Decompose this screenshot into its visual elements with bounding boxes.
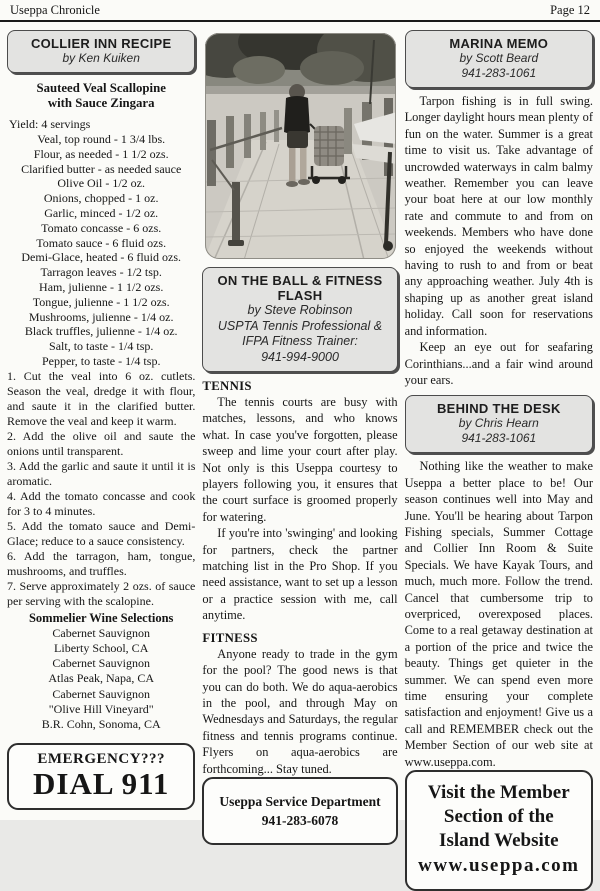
website-url: www.useppa.com: [418, 855, 580, 877]
ingredient-line: Tarragon leaves - 1/2 tsp.: [40, 265, 162, 280]
ingredient-line: Pepper, to taste - 1/4 tsp.: [41, 353, 161, 368]
recipe-step: 6. Add the tarragon, ham, tongue, mushrooms, and truffles.: [7, 548, 196, 578]
recipe-step: 5. Add the tomato sauce and Demi-Glace; reduce to a sauce consistency.: [7, 518, 196, 548]
wine-line: Atlas Peak, Napa, CA: [48, 671, 155, 686]
flash-box-role-line2: IFPA Fitness Trainer:: [242, 334, 358, 348]
ingredient-line: Black truffles, julienne - 1/4 oz.: [24, 324, 178, 339]
desk-box-phone: 941-283-1061: [461, 431, 537, 446]
three-column-layout: [0, 22, 600, 877]
dock-photo: [204, 32, 397, 260]
behind-the-desk-header-box: [405, 395, 593, 453]
recipe-title: [7, 81, 195, 111]
wine-line: Cabernet Sauvignon: [52, 656, 151, 671]
wine-line: "Olive Hill Vineyard": [48, 701, 154, 716]
website-box-line1: Visit the Member: [427, 782, 570, 804]
recipe-box-byline: by Ken Kuiken: [62, 51, 140, 65]
member-website-box: [405, 770, 593, 891]
desk-box-byline: by Chris Hearn: [458, 416, 539, 431]
recipe-step: 2. Add the olive oil and saute the onions until transparent.: [7, 428, 196, 458]
tennis-paragraph: If you're into 'swinging' and looking for partners, check the partner matching list in the Pro Shop. If you need assistance, want to set up a lesson or a practice session with me, call anytime.: [202, 526, 398, 623]
wine-line: Cabernet Sauvignon: [52, 625, 151, 640]
desk-box-title: BEHIND THE DESK: [436, 401, 561, 417]
website-box-line2: Section of the: [443, 806, 554, 828]
fitness-flash-header-box: [202, 267, 397, 372]
recipe-steps: [7, 369, 195, 609]
ingredient-line: Veal, top round - 1 3/4 lbs.: [37, 132, 166, 146]
recipe-step: 7. Serve approximately 2 ozs. of sauce per serving with the scalopine.: [7, 578, 196, 608]
flash-box-title-line2: FLASH: [277, 288, 323, 303]
fitness-heading: FITNESS: [202, 630, 258, 645]
ingredient-line: Tongue, julienne - 1 1/2 ozs.: [32, 294, 170, 309]
wine-line: Liberty School, CA: [54, 640, 149, 655]
recipe-step: 3. Add the garlic and saute it until it is aromatic.: [7, 458, 196, 488]
website-box-line3: Island Website: [439, 830, 559, 852]
flash-box-role-line1: USPTA Tennis Professional &: [217, 318, 383, 333]
marina-box-phone: 941-283-1061: [461, 66, 537, 80]
recipe-title-line2: with Sauce Zingara: [47, 96, 155, 110]
marina-paragraph: Keep an eye out for seafaring Corinthians...and a fair wind around your ears.: [404, 340, 593, 387]
wine-list: [7, 626, 195, 732]
emergency-label: EMERGENCY???: [37, 751, 166, 767]
recipe-step: 4. Add the tomato concasse and cook for 3 to 4 minutes.: [7, 488, 196, 518]
flash-box-title-line1: ON THE BALL & FITNESS: [217, 273, 383, 288]
recipe-title-line1: Sauteed Veal Scallopine: [36, 81, 166, 95]
wine-line: Cabernet Sauvignon: [52, 686, 151, 701]
masthead: [0, 0, 600, 22]
ingredient-line: Tomato concasse - 6 ozs.: [41, 220, 162, 235]
ingredient-line: Flour, as needed - 1 1/2 ozs.: [33, 146, 169, 161]
ingredient-list: [7, 132, 195, 369]
left-column: [7, 30, 195, 810]
wine-line: B.R. Cohn, Sonoma, CA: [41, 716, 161, 731]
ingredient-line: Onions, chopped - 1 oz.: [43, 191, 159, 206]
ingredient-line: Tomato sauce - 6 fluid ozs.: [36, 235, 167, 250]
recipe-step: 1. Cut the veal into 6 oz. cutlets. Season the veal, dredge it with flour, and saute it in the clarified butter. Remove the veal and keep it warm.: [7, 368, 196, 428]
ingredient-line: Clarified butter - as needed sauce: [21, 161, 182, 176]
flash-box-phone: 941-994-9000: [261, 349, 339, 364]
middle-column: [202, 30, 398, 828]
ingredient-line: Olive Oil - 1/2 oz.: [57, 176, 146, 191]
recipe-box-title: COLLIER INN RECIPE: [30, 36, 172, 51]
ingredient-line: Garlic, minced - 1/2 oz.: [44, 205, 159, 220]
tennis-heading: TENNIS: [202, 379, 252, 393]
fitness-paragraph: Anyone ready to trade in the gym for the pool? The good news is that you can do both. We do aqua-aerobics in the pool, and through May on Wednesdays and Saturdays, the regular fitness and tennis programs continue. Flyers on aqua-aerobics are forthcoming... Stay tuned.: [202, 646, 398, 776]
marina-box-title: MARINA MEMO: [449, 36, 549, 51]
page-number: Page 12: [550, 3, 590, 17]
desk-paragraph: Nothing like the weather to make Useppa a better place to be! Our season continues well into May and June. You'll be hearing about Tarpon Fishing specials, Summer Cottage and Collier Inn Room & Suite Specials. We have Kayak Tours, and much, much more. Follow the trend. Cancel that cumbersome trip to overpriced, overexposed places. Come to a real getaway destination at a portion of the price and twice the beauty. Things get quieter in the summer. We can spend even more time ensuring your complete satisfaction and enjoyment! Give us a call and REMEMBER check out the Member Section of our web site at www.useppa.com.: [404, 459, 593, 769]
recipe-yield: Yield: 4 servings: [9, 117, 91, 131]
wine-selections-heading: Sommelier Wine Selections: [28, 610, 174, 625]
service-department-box: [202, 777, 397, 845]
ingredient-line: Demi-Glace, heated - 6 fluid ozs.: [21, 250, 181, 265]
service-department-label: Useppa Service Department: [219, 793, 381, 809]
marina-memo-header-box: [405, 30, 593, 88]
ingredient-line: Salt, to taste - 1/4 tsp.: [49, 339, 154, 354]
dial-911-label: DIAL 911: [33, 766, 170, 801]
ingredient-line: Ham, julienne - 1 1/2 ozs.: [39, 279, 164, 294]
right-column: [404, 30, 593, 877]
newsletter-title: Useppa Chronicle: [10, 3, 100, 17]
ingredient-line: Mushrooms, julienne - 1/4 oz.: [28, 309, 174, 324]
service-department-phone: 941-283-6078: [261, 812, 339, 828]
marina-paragraph: Tarpon fishing is in full swing. Longer daylight hours mean plenty of fun on the water. Summer is a great time to visit us. Take advantage of uncrowded waterways in calm balmy weather. Remember you can leave your boat here at our low monthly rate and commute to and from on weekends. Members who have done so enjoyed the weekends without having to rush to and from or beat any approaching weather. July 4th is shaping up as another great island holiday. Call soon for reservations and information.: [404, 94, 593, 338]
tennis-paragraph: The tennis courts are busy with matches, lessons, and who knows what. In case you've forgotten, please sweep and lime your court after play. Not only is this Useppa courtesy to players following you, it ensures that the court surface is groomed properly for watering.: [202, 395, 398, 524]
marina-box-byline: by Scott Beard: [459, 51, 539, 65]
flash-box-byline: by Steve Robinson: [247, 303, 353, 317]
emergency-dial-911-box: [7, 743, 195, 810]
collier-inn-recipe-header-box: [7, 30, 195, 73]
